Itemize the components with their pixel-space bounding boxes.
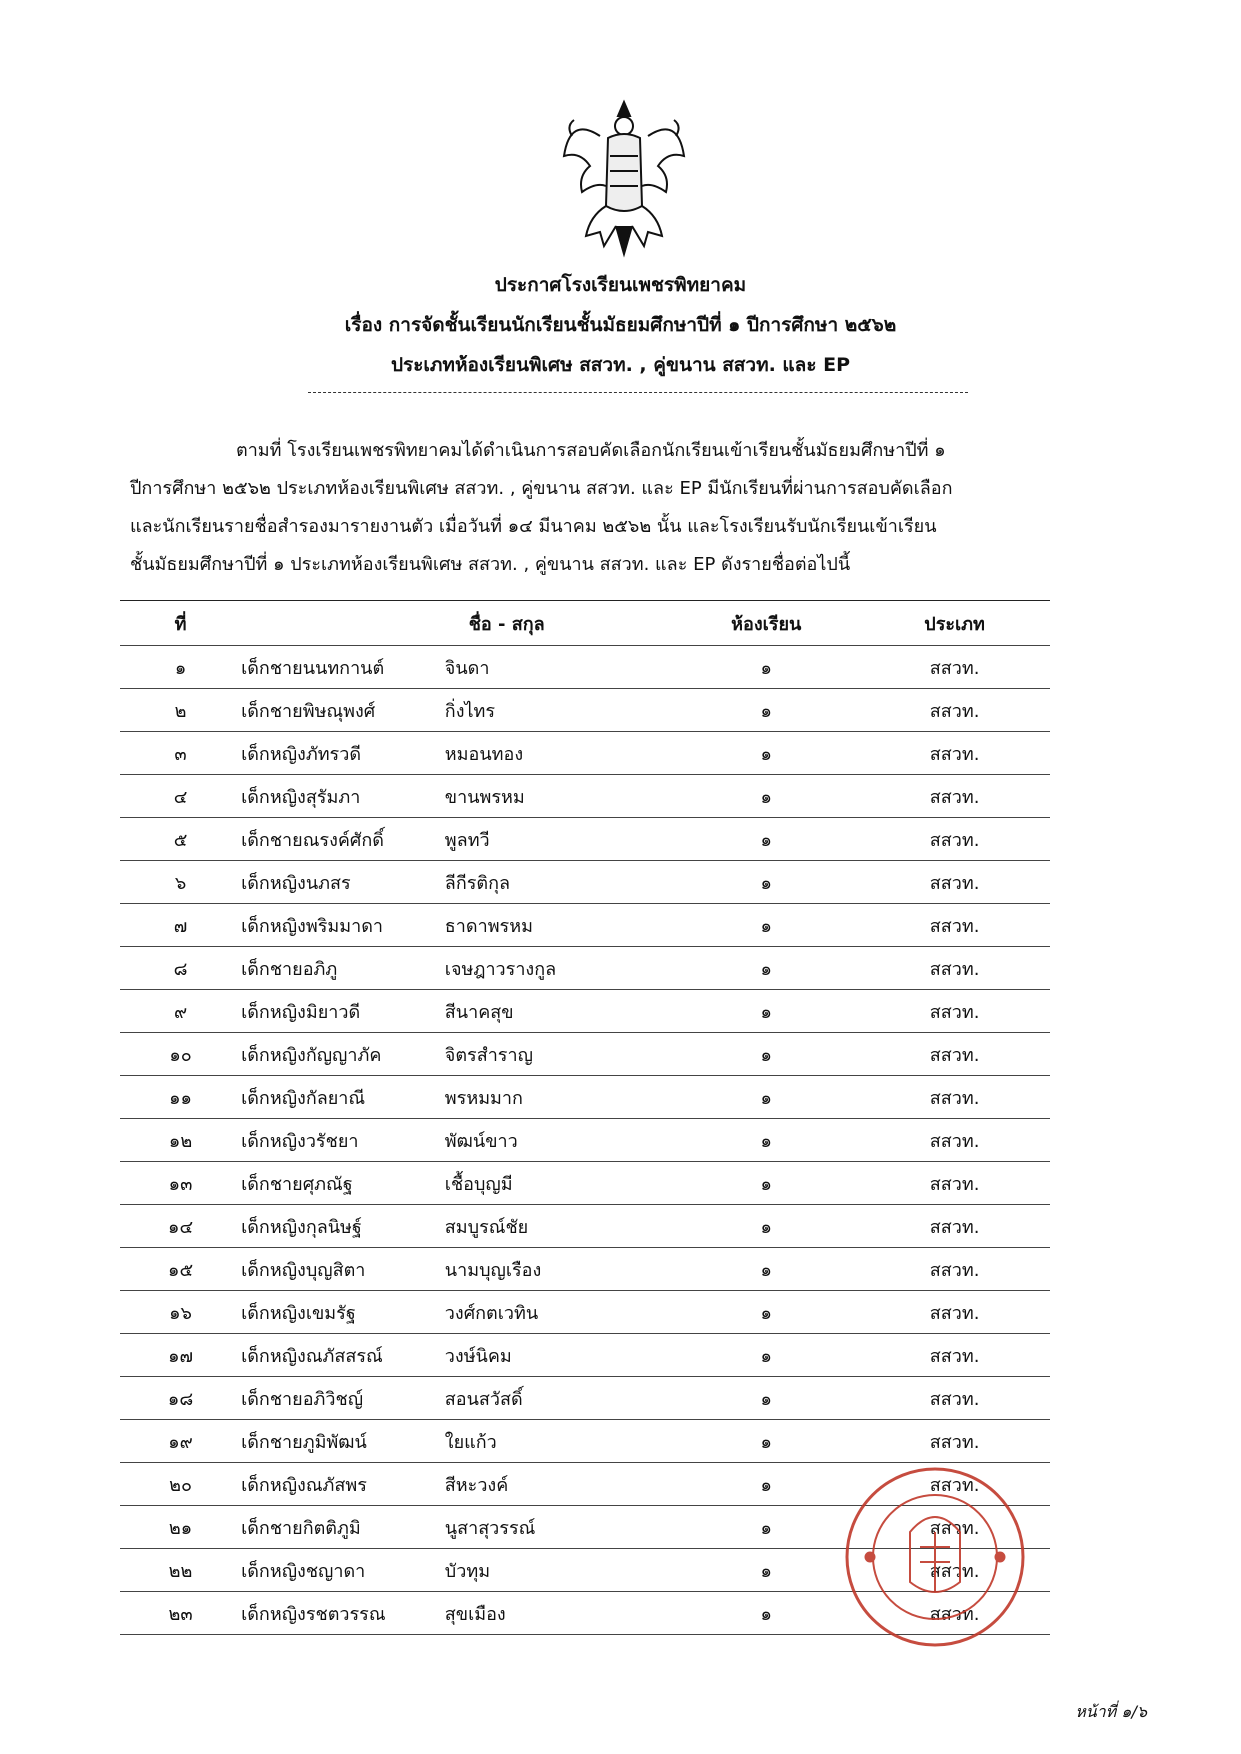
column-header-type: ประเภท (859, 601, 1050, 646)
cell-type: สสวท. (859, 1377, 1050, 1420)
cell-room: ๑ (673, 1033, 859, 1076)
column-header-room: ห้องเรียน (673, 601, 859, 646)
cell-room: ๑ (673, 818, 859, 861)
table-row (120, 1076, 1050, 1119)
announcement-category: ประเภทห้องเรียนพิเศษ สสวท. , คู่ขนาน สสวท. และ EP (390, 354, 851, 376)
cell-last-name: ใยแก้ว (445, 1420, 673, 1463)
cell-no: ๑๕ (120, 1248, 241, 1291)
cell-last-name: สีนาคสุข (445, 990, 673, 1033)
cell-type: สสวท. (859, 1334, 1050, 1377)
cell-type: สสวท. (859, 818, 1050, 861)
cell-type: สสวท. (859, 1205, 1050, 1248)
cell-last-name: นูสาสุวรรณ์ (445, 1506, 673, 1549)
table-row (120, 1420, 1050, 1463)
cell-no: ๘ (120, 947, 241, 990)
cell-room: ๑ (673, 1549, 859, 1592)
cell-no: ๑๙ (120, 1420, 241, 1463)
cell-no: ๖ (120, 861, 241, 904)
cell-last-name: จินดา (445, 646, 673, 689)
cell-first-name: เด็กหญิงเขมรัฐ (241, 1291, 445, 1334)
table-row (120, 732, 1050, 775)
cell-last-name: หมอนทอง (445, 732, 673, 775)
table-row (120, 1291, 1050, 1334)
cell-type: สสวท. (859, 1291, 1050, 1334)
cell-room: ๑ (673, 947, 859, 990)
page-number: หน้าที่ ๑/๖ (1075, 1702, 1147, 1721)
cell-first-name: เด็กหญิงนภสร (241, 861, 445, 904)
cell-last-name: พูลทวี (445, 818, 673, 861)
cell-room: ๑ (673, 646, 859, 689)
cell-no: ๕ (120, 818, 241, 861)
cell-first-name: เด็กหญิงบุญสิตา (241, 1248, 445, 1291)
cell-no: ๒๑ (120, 1506, 241, 1549)
cell-type: สสวท. (859, 775, 1050, 818)
cell-last-name: ขานพรหม (445, 775, 673, 818)
cell-first-name: เด็กหญิงกุลนิษฐ์ (241, 1205, 445, 1248)
table-row (120, 990, 1050, 1033)
cell-first-name: เด็กหญิงวรัชยา (241, 1119, 445, 1162)
cell-no: ๒๒ (120, 1549, 241, 1592)
cell-first-name: เด็กหญิงกัลยาณี (241, 1076, 445, 1119)
cell-room: ๑ (673, 1420, 859, 1463)
cell-last-name: ลีกีรติกุล (445, 861, 673, 904)
cell-type: สสวท. (859, 1463, 1050, 1506)
cell-type: สสวท. (859, 990, 1050, 1033)
intro-line-2: ปีการศึกษา ๒๕๖๒ ประเภทห้องเรียนพิเศษ สสวท. , คู่ขนาน สสวท. และ EP มีนักเรียนที่ผ่านการสอบคัดเลือก (130, 478, 953, 499)
cell-first-name: เด็กชายพิษณุพงศ์ (241, 689, 445, 732)
dashed-divider (308, 392, 968, 393)
cell-room: ๑ (673, 1463, 859, 1506)
cell-type: สสวท. (859, 947, 1050, 990)
cell-room: ๑ (673, 1119, 859, 1162)
cell-room: ๑ (673, 1205, 859, 1248)
cell-no: ๑๒ (120, 1119, 241, 1162)
cell-no: ๑๔ (120, 1205, 241, 1248)
cell-no: ๑๖ (120, 1291, 241, 1334)
cell-no: ๒๓ (120, 1592, 241, 1635)
cell-first-name: เด็กหญิงณภัสสรณ์ (241, 1334, 445, 1377)
cell-first-name: เด็กหญิงณภัสพร (241, 1463, 445, 1506)
table-row (120, 1334, 1050, 1377)
cell-room: ๑ (673, 1334, 859, 1377)
cell-last-name: พัฒน์ขาว (445, 1119, 673, 1162)
cell-no: ๑๐ (120, 1033, 241, 1076)
table-row (120, 1248, 1050, 1291)
table-row (120, 1119, 1050, 1162)
cell-first-name: เด็กชายอภิวิชญ์ (241, 1377, 445, 1420)
cell-no: ๑๓ (120, 1162, 241, 1205)
cell-last-name: บัวทุม (445, 1549, 673, 1592)
school-seal-stamp (840, 1462, 1030, 1652)
cell-last-name: สีหะวงค์ (445, 1463, 673, 1506)
cell-room: ๑ (673, 1506, 859, 1549)
table-row (120, 1205, 1050, 1248)
cell-last-name: เชื้อบุญมี (445, 1162, 673, 1205)
cell-no: ๗ (120, 904, 241, 947)
table-row (120, 1377, 1050, 1420)
cell-room: ๑ (673, 689, 859, 732)
cell-room: ๑ (673, 1377, 859, 1420)
cell-last-name: จิตรสำราญ (445, 1033, 673, 1076)
cell-no: ๒๐ (120, 1463, 241, 1506)
cell-last-name: กิ่งไทร (445, 689, 673, 732)
cell-type: สสวท. (859, 1549, 1050, 1592)
column-header-no: ที่ (120, 601, 241, 646)
cell-last-name: วงศ์กตเวทิน (445, 1291, 673, 1334)
cell-type: สสวท. (859, 732, 1050, 775)
table-row (120, 861, 1050, 904)
cell-type: สสวท. (859, 646, 1050, 689)
cell-first-name: เด็กชายอภิภู (241, 947, 445, 990)
table-row (120, 904, 1050, 947)
cell-last-name: พรหมมาก (445, 1076, 673, 1119)
cell-room: ๑ (673, 904, 859, 947)
cell-first-name: เด็กหญิงมิยาวดี (241, 990, 445, 1033)
cell-last-name: ธาดาพรหม (445, 904, 673, 947)
cell-first-name: เด็กชายศุภณัฐ (241, 1162, 445, 1205)
intro-line-4: ชั้นมัธยมศึกษาปีที่ ๑ ประเภทห้องเรียนพิเศษ สสวท. , คู่ขนาน สสวท. และ EP ดังรายชื่อต่อไปนี้ (130, 554, 851, 575)
table-row (120, 1033, 1050, 1076)
cell-first-name: เด็กชายกิตติภูมิ (241, 1506, 445, 1549)
cell-no: ๒ (120, 689, 241, 732)
cell-room: ๑ (673, 1162, 859, 1205)
cell-first-name: เด็กหญิงพริมมาดา (241, 904, 445, 947)
cell-room: ๑ (673, 861, 859, 904)
cell-type: สสวท. (859, 1033, 1050, 1076)
cell-type: สสวท. (859, 861, 1050, 904)
cell-last-name: สุขเมือง (445, 1592, 673, 1635)
cell-type: สสวท. (859, 689, 1050, 732)
cell-no: ๑๑ (120, 1076, 241, 1119)
cell-type: สสวท. (859, 1119, 1050, 1162)
cell-no: ๓ (120, 732, 241, 775)
table-header-row (120, 601, 1050, 646)
cell-last-name: สมบูรณ์ชัย (445, 1205, 673, 1248)
cell-no: ๑ (120, 646, 241, 689)
table-row (120, 818, 1050, 861)
cell-type: สสวท. (859, 1506, 1050, 1549)
intro-line-1: ตามที่ โรงเรียนเพชรพิทยาคมได้ดำเนินการสอบคัดเลือกนักเรียนเข้าเรียนชั้นมัธยมศึกษาปีที่ ๑ (236, 440, 946, 461)
cell-no: ๑๗ (120, 1334, 241, 1377)
cell-no: ๙ (120, 990, 241, 1033)
announcement-title: ประกาศโรงเรียนเพชรพิทยาคม (494, 274, 747, 296)
cell-no: ๑๘ (120, 1377, 241, 1420)
intro-line-3: และนักเรียนรายชื่อสำรองมารายงานตัว เมื่อวันที่ ๑๔ มีนาคม ๒๕๖๒ นั้น และโรงเรียนรับนักเรียนเข้าเรียน (130, 516, 937, 537)
cell-room: ๑ (673, 990, 859, 1033)
cell-type: สสวท. (859, 1420, 1050, 1463)
garuda-emblem-icon (560, 96, 688, 258)
cell-last-name: สอนสวัสดิ์ (445, 1377, 673, 1420)
cell-first-name: เด็กหญิงสุรัมภา (241, 775, 445, 818)
cell-type: สสวท. (859, 1162, 1050, 1205)
table-row (120, 1162, 1050, 1205)
cell-first-name: เด็กชายณรงค์ศักดิ์ (241, 818, 445, 861)
cell-first-name: เด็กหญิงชญาดา (241, 1549, 445, 1592)
cell-first-name: เด็กหญิงรชตวรรณ (241, 1592, 445, 1635)
table-row (120, 646, 1050, 689)
cell-last-name: วงษ์นิคม (445, 1334, 673, 1377)
cell-type: สสวท. (859, 1076, 1050, 1119)
cell-first-name: เด็กชายนนทกานต์ (241, 646, 445, 689)
cell-first-name: เด็กหญิงกัญญาภัค (241, 1033, 445, 1076)
cell-room: ๑ (673, 1291, 859, 1334)
cell-no: ๔ (120, 775, 241, 818)
cell-room: ๑ (673, 1076, 859, 1119)
announcement-subject: เรื่อง การจัดชั้นเรียนนักเรียนชั้นมัธยมศึกษาปีที่ ๑ ปีการศึกษา ๒๕๖๒ (344, 314, 897, 336)
table-row (120, 689, 1050, 732)
table-row (120, 775, 1050, 818)
cell-room: ๑ (673, 1592, 859, 1635)
cell-type: สสวท. (859, 1592, 1050, 1635)
cell-first-name: เด็กหญิงภัทรวดี (241, 732, 445, 775)
cell-type: สสวท. (859, 904, 1050, 947)
cell-first-name: เด็กชายภูมิพัฒน์ (241, 1420, 445, 1463)
cell-room: ๑ (673, 732, 859, 775)
cell-room: ๑ (673, 1248, 859, 1291)
cell-last-name: นามบุญเรือง (445, 1248, 673, 1291)
cell-room: ๑ (673, 775, 859, 818)
table-row (120, 947, 1050, 990)
column-header-name: ชื่อ - สกุล (241, 601, 673, 646)
cell-last-name: เจษฎาวรางกูล (445, 947, 673, 990)
cell-type: สสวท. (859, 1248, 1050, 1291)
